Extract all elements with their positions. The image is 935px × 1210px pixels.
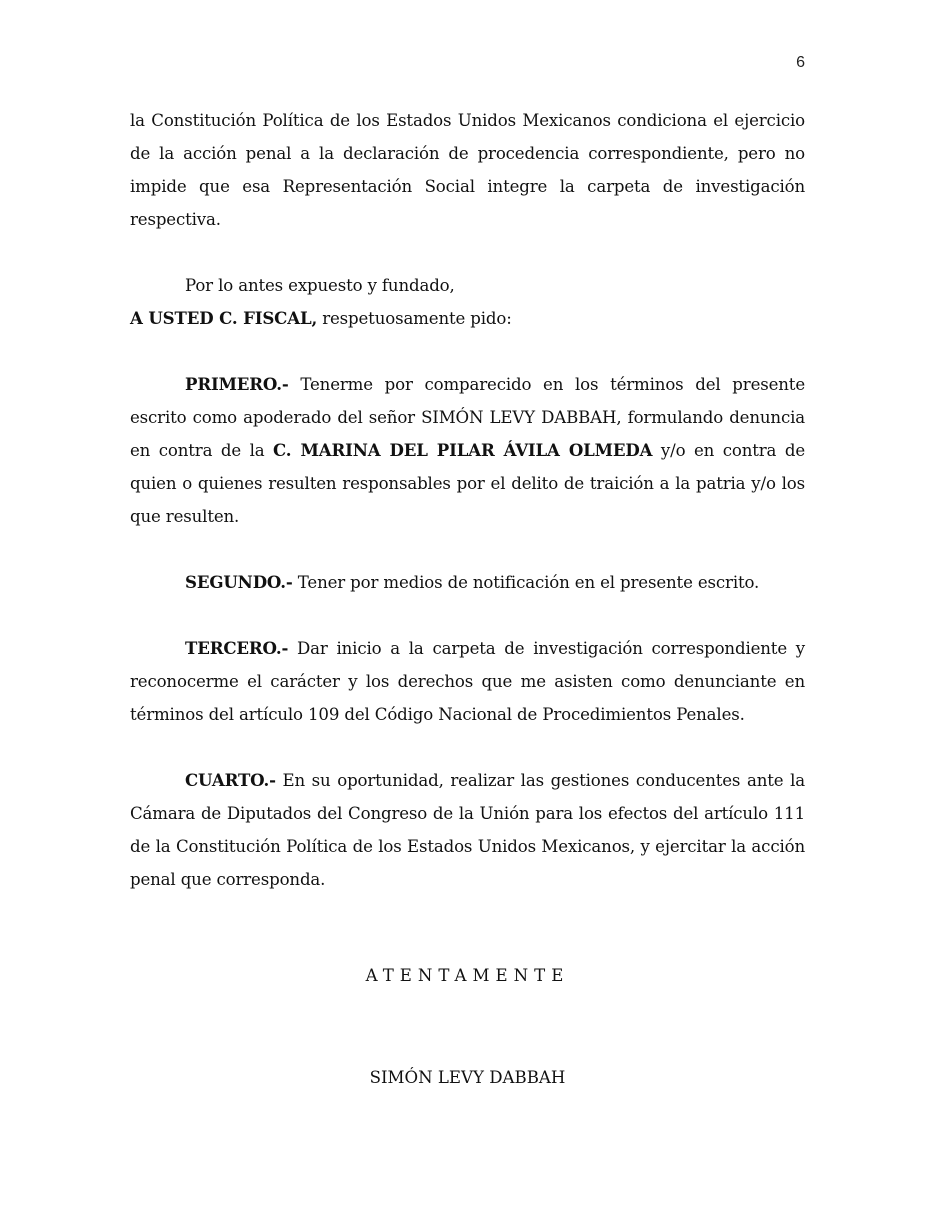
petition-text: Tenerme por comparecido en los términos del presente escrito como apoderado del señor SIMÓN LEVY DABBAH, formulando denuncia en contra de la bbox=[130, 375, 805, 460]
petition-label: TERCERO.- bbox=[185, 638, 289, 658]
petition-text: y/o en contra de quien o quienes resulten responsables por el delito de traición a la patria y/o los que resulten. bbox=[130, 441, 805, 526]
petition-cuarto bbox=[130, 764, 805, 896]
request-addressee: A USTED C. FISCAL, bbox=[130, 308, 318, 328]
petition-label: SEGUNDO.- bbox=[185, 572, 293, 592]
signer-name: SIMÓN LEVY DABBAH bbox=[369, 1068, 566, 1087]
intro-paragraph: la Constitución Política de los Estados Unidos Mexicanos condiciona el ejercicio de la acción penal a la declaración de procedencia correspondiente, pero no impide que esa Representación Social integre la carpeta de investigación respectiva. bbox=[130, 111, 805, 229]
closing-atentamente: ATENTAMENTE bbox=[365, 966, 570, 985]
petition-label: CUARTO.- bbox=[185, 770, 276, 790]
denounced-name: C. MARINA DEL PILAR ÁVILA OLMEDA bbox=[273, 440, 653, 460]
petition-segundo bbox=[130, 566, 805, 599]
petition-tercero bbox=[130, 632, 805, 731]
petition-text: Dar inicio a la carpeta de investigación correspondiente y reconocerme el carácter y los derechos que me asisten como denunciante en términos del artículo 109 del Código Nacional de Procedimientos Penales. bbox=[130, 639, 805, 724]
petition-label: PRIMERO.- bbox=[185, 374, 289, 394]
petition-primero bbox=[130, 368, 805, 533]
petition-text: Tener por medios de notificación en el presente escrito. bbox=[292, 573, 760, 592]
request-line bbox=[130, 302, 805, 335]
petition-text: En su oportunidad, realizar las gestiones conducentes ante la Cámara de Diputados del Congreso de la Unión para los efectos del artículo 111 de la Constitución Política de los Estados Unidos Mexicanos, y ejercitar la acción penal que corresponda. bbox=[130, 771, 805, 889]
document-body bbox=[130, 104, 805, 896]
expuesto-line: Por lo antes expuesto y fundado, bbox=[185, 276, 455, 295]
page-number: 6 bbox=[796, 54, 805, 71]
request-text: respetuosamente pido: bbox=[317, 309, 512, 328]
